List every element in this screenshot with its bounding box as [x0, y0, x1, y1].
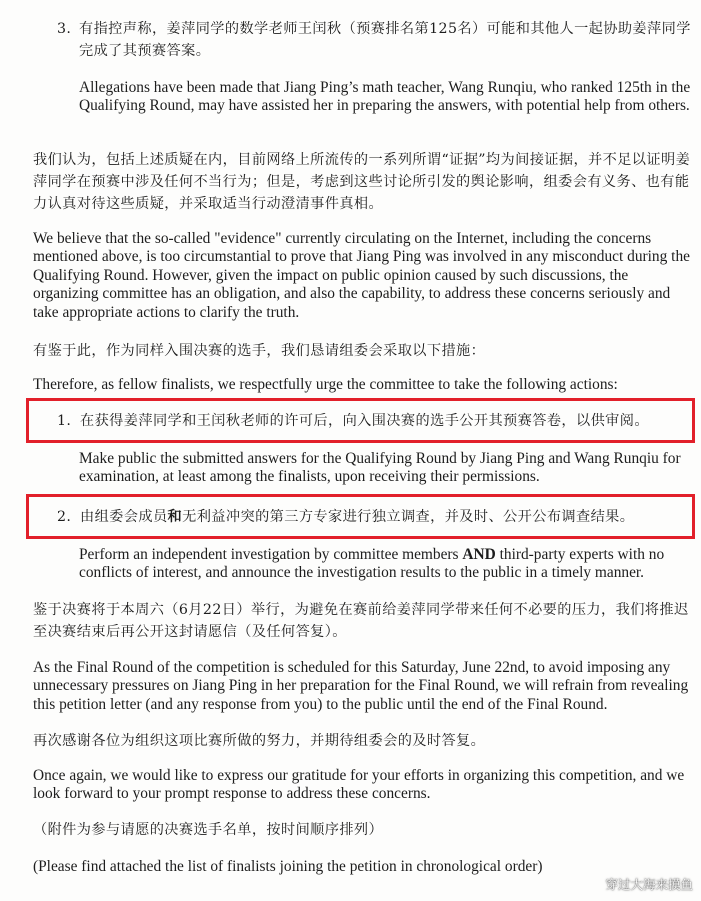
attachment-chinese: （附件为参与请愿的决赛选手名单，按时间顺序排列） — [33, 822, 384, 838]
item-3-chinese: 有指控声称，姜萍同学的数学老师王闰秋（预赛排名第125名）可能和其他人一起协助姜萍同学完成了其预赛答案。 — [79, 21, 691, 59]
thanks-chinese: 再次感谢各位为组织这项比赛所做的努力，并期待组委会的及时答复。 — [33, 733, 486, 749]
watermark: 穿过大海来摸鱼 — [605, 877, 693, 892]
final-round-chinese: 鉴于决赛将于本周六（6月22日）举行，为避免在赛前给姜萍同学带来任何不必要的压力，我们将推迟至决赛结束后再公开这封请愿信（及任何答复）。 — [33, 602, 689, 640]
belief-english: We believe that the so-called "evidence" currently circulating on the Internet, including the concerns mentioned above, is too circumstantial to prove that Jiang Ping was involved in any misconduct during the Qualifying Round. However, given the impact on public opinion caused by such discussions, the organizing committee has an obligation, and also the capability, to address these concerns seriously and take appropriate actions to clarify the truth. — [33, 230, 690, 321]
action-2-chinese: 由组委会成员和无利益冲突的第三方专家进行独立调查，并及时、公开公布调查结果。 — [80, 509, 635, 525]
final-round-english: As the Final Round of the competition is scheduled for this Saturday, June 22nd, to avoid imposing any unnecessary pressures on Jiang Ping in her preparation for the Final Round, we will refrain from revealing this petition letter (and any response from you) to the public until the end of the Final Round. — [33, 659, 689, 713]
therefore-english: Therefore, as fellow finalists, we respectfully urge the committee to take the following actions: — [33, 376, 618, 393]
action-1-english: Make public the submitted answers for the Qualifying Round by Jiang Ping and Wang Runqiu for examination, at least among the finalists, upon receiving their permissions. — [79, 450, 681, 486]
attachment-english: (Please find attached the list of finalists joining the petition in chronological order) — [33, 858, 543, 875]
item-3-english: Allegations have been made that Jiang Ping’s math teacher, Wang Runqiu, who ranked 125th in the Qualifying Round, may have assisted her in preparing the answers, with potential help from others. — [79, 79, 691, 115]
action-1-number: 1. — [57, 413, 72, 429]
action-1-chinese: 在获得姜萍同学和王闰秋老师的许可后，向入围决赛的选手公开其预赛答卷，以供审阅。 — [80, 413, 649, 429]
thanks-english: Once again, we would like to express our gratitude for your efforts in organizing this competition, and we look forward to your prompt response to address these concerns. — [33, 767, 685, 803]
therefore-chinese: 有鉴于此，作为同样入围决赛的选手，我们恳请组委会采取以下措施： — [33, 343, 486, 359]
belief-chinese: 我们认为，包括上述质疑在内，目前网络上所流传的一系列所谓“证据”均为间接证据，并不足以证明姜萍同学在预赛中涉及任何不当行为；但是，考虑到这些讨论所引发的舆论影响，组委会有义务、也有能力认真对待这些质疑，并采取适当行动澄清事件真相。 — [33, 152, 691, 212]
action-2-number: 2. — [57, 509, 72, 525]
action-2-english: Perform an independent investigation by committee members AND third-party experts with no conflicts of interest, and announce the investigation results to the public in a timely manner. — [79, 546, 665, 582]
item-3-number: 3. — [57, 21, 72, 37]
